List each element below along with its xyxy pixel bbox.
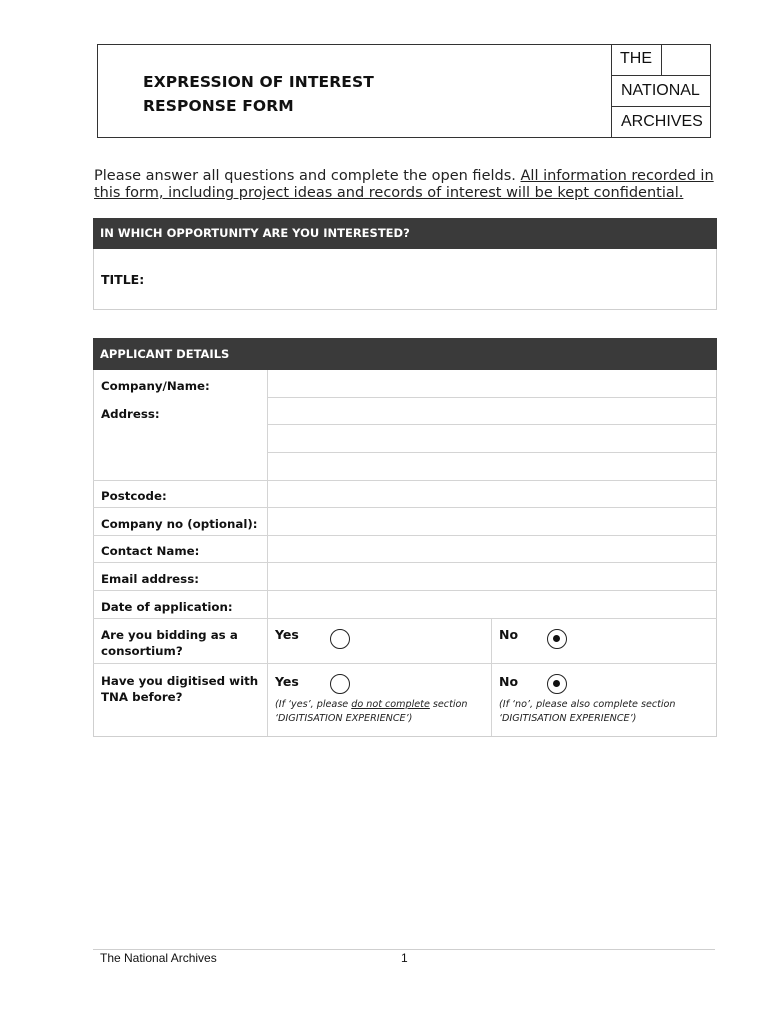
consortium-no-radio[interactable] bbox=[547, 629, 567, 649]
logo-line2: NATIONAL bbox=[612, 76, 711, 107]
table-divider bbox=[93, 618, 717, 619]
consortium-yes-radio[interactable] bbox=[330, 629, 350, 649]
company-name-label: Company/Name: bbox=[101, 379, 210, 393]
digitised-question: Have you digitised with TNA before? bbox=[101, 674, 259, 704]
logo-line3: ARCHIVES bbox=[621, 113, 703, 130]
email-label: Email address: bbox=[101, 572, 199, 586]
address-label: Address: bbox=[101, 407, 160, 421]
company-no-label: Company no (optional): bbox=[101, 517, 258, 531]
table-divider bbox=[491, 618, 492, 736]
opportunity-heading: IN WHICH OPPORTUNITY ARE YOU INTERESTED? bbox=[93, 218, 717, 249]
applicant-details-heading: APPLICANT DETAILS bbox=[93, 338, 717, 370]
date-label: Date of application: bbox=[101, 600, 233, 614]
digitised-yes-radio[interactable] bbox=[330, 674, 350, 694]
email-input[interactable] bbox=[268, 563, 716, 590]
contact-name-label: Contact Name: bbox=[101, 544, 200, 558]
consortium-no-label: No bbox=[499, 627, 519, 642]
company-name-input[interactable] bbox=[268, 371, 716, 397]
form-title-line2: RESPONSE FORM bbox=[143, 97, 294, 115]
no-instruction-note: (If ‘no’, please also complete section ‘DIGITISATION EXPERIENCE’) bbox=[499, 699, 676, 724]
digitised-no-label: No bbox=[499, 674, 519, 689]
consortium-question: Are you bidding as a consortium? bbox=[101, 628, 238, 658]
consortium-yes-label: Yes bbox=[275, 627, 299, 642]
digitised-no-radio[interactable] bbox=[547, 674, 567, 694]
footer-org: The National Archives bbox=[100, 951, 217, 965]
form-title-line1: EXPRESSION OF INTEREST bbox=[143, 73, 374, 91]
table-divider bbox=[93, 663, 717, 664]
address-input-line2[interactable] bbox=[268, 425, 716, 452]
title-label: TITLE: bbox=[101, 272, 145, 287]
contact-name-input[interactable] bbox=[268, 536, 716, 562]
footer-divider bbox=[93, 949, 715, 950]
intro-plain: Please answer all questions and complete the open fields. bbox=[94, 168, 521, 184]
intro-text bbox=[94, 168, 724, 202]
form-title bbox=[143, 70, 374, 118]
postcode-label: Postcode: bbox=[101, 489, 167, 503]
national-archives-logo bbox=[611, 44, 711, 138]
title-input[interactable] bbox=[150, 262, 710, 298]
address-input-line3[interactable] bbox=[268, 453, 716, 480]
page-number: 1 bbox=[401, 951, 408, 965]
company-no-input[interactable] bbox=[268, 508, 716, 535]
digitised-yes-label: Yes bbox=[275, 674, 299, 689]
intro-confidential: All information recorded in this form, including project ideas and records of interest will be kept confidential. bbox=[94, 168, 714, 201]
date-input[interactable] bbox=[268, 591, 716, 618]
address-input-line1[interactable] bbox=[268, 398, 716, 424]
logo-line1: THE bbox=[612, 44, 662, 75]
postcode-input[interactable] bbox=[268, 481, 716, 507]
yes-instruction-note: (If ‘yes’, please do not complete section ‘DIGITISATION EXPERIENCE’) bbox=[275, 699, 468, 724]
